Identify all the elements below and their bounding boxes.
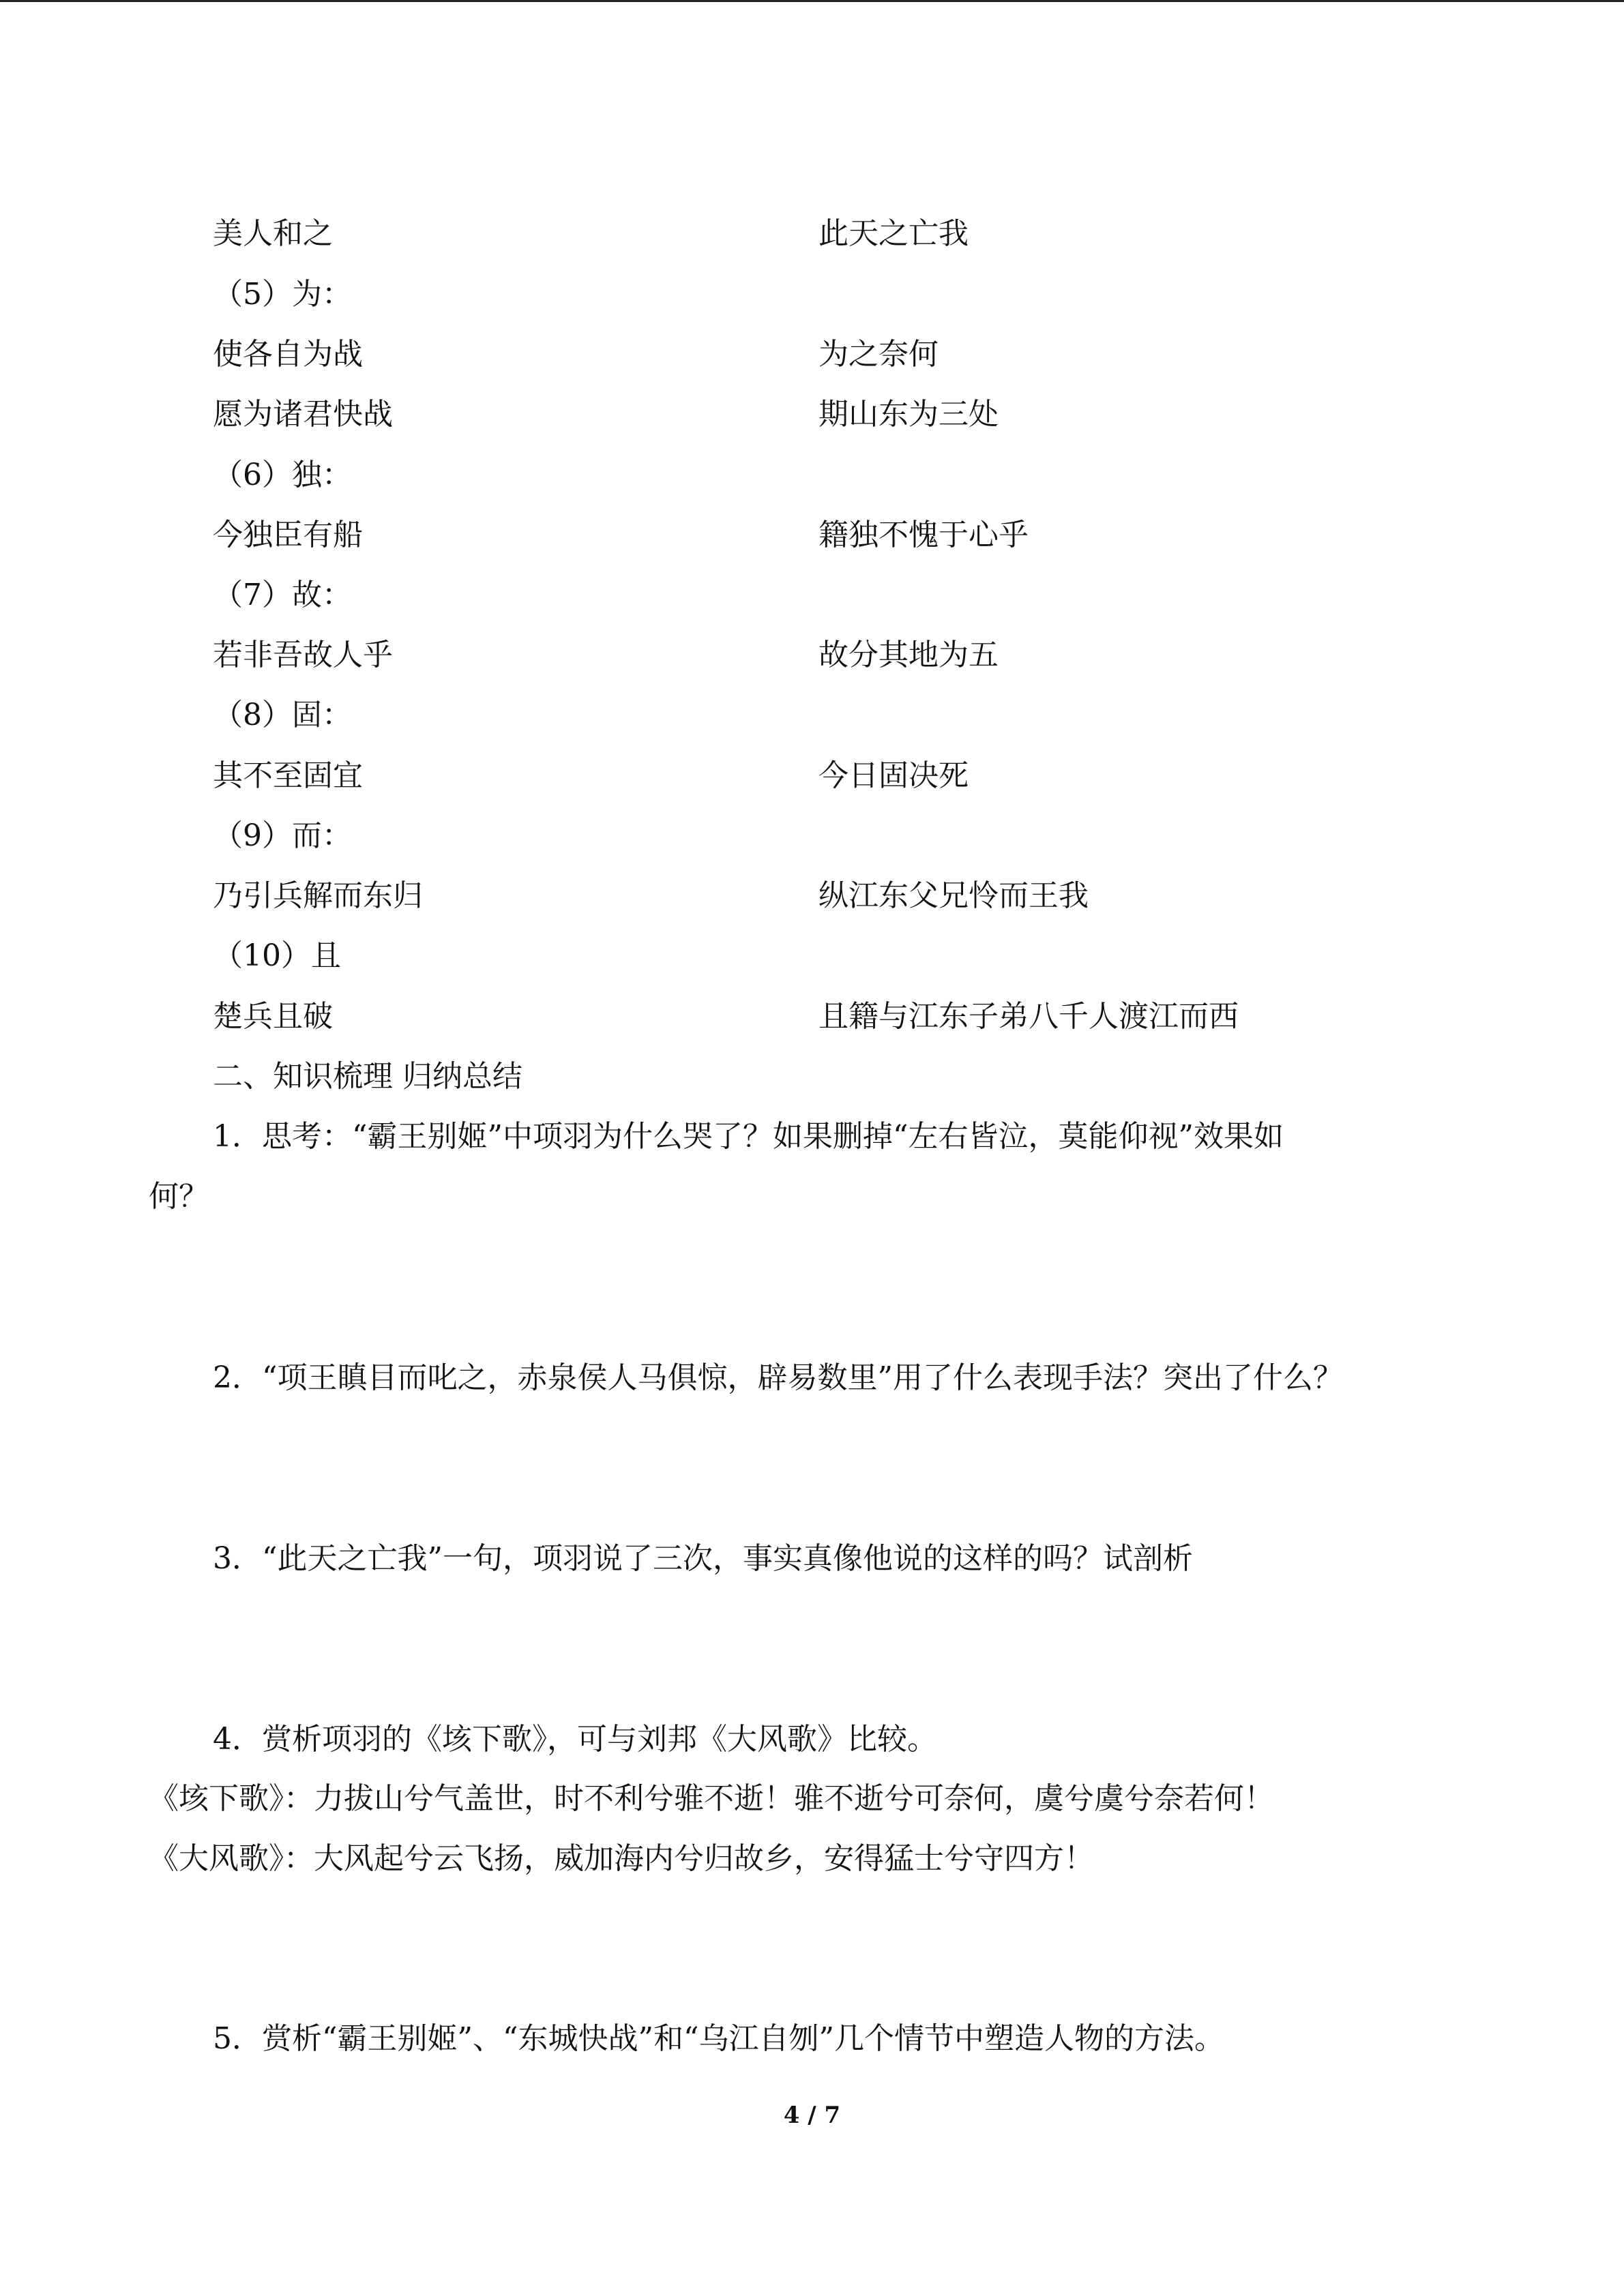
section-heading: 二、知识梳理 归纳总结 — [213, 1059, 522, 1094]
question-2: 2．“项王瞋目而叱之，赤泉侯人马俱惊，辟易数里”用了什么表现手法？突出了什么？ — [213, 1360, 1343, 1395]
vocab-right: 纵江东父兄怜而王我 — [818, 878, 1089, 913]
vocab-right: 此天之亡我 — [818, 216, 969, 251]
question-4: 4．赏析项羽的《垓下歌》，可与刘邦《大风歌》比较。 — [213, 1722, 937, 1757]
question-5: 5．赏析“霸王别姬”、“东城快战”和“乌江自刎”几个情节中塑造人物的方法。 — [213, 2021, 1224, 2056]
vocab-left: 若非吾故人乎 — [213, 638, 393, 672]
vocab-right: 且籍与江东子弟八千人渡江而西 — [818, 999, 1239, 1034]
vocab-right: 故分其地为五 — [818, 638, 999, 672]
vocab-left: 乃引兵解而东归 — [213, 878, 423, 913]
vocab-right: 期山东为三处 — [818, 397, 999, 432]
poem-dafeng: 《大风歌》：大风起兮云飞扬，威加海内兮归故乡，安得猛士兮守四方！ — [149, 1841, 1094, 1876]
vocab-left: 愿为诸君快战 — [213, 397, 393, 432]
vocab-item-label: （10）且 — [213, 938, 341, 973]
poem-gaixia: 《垓下歌》：力拔山兮气盖世，时不利兮骓不逝！骓不逝兮可奈何，虞兮虞兮奈若何！ — [149, 1781, 1274, 1816]
top-border — [0, 0, 1624, 2]
question-3: 3．“此天之亡我”一句，项羽说了三次，事实真像他说的这样的吗？试剖析 — [213, 1541, 1193, 1576]
vocab-item-label: （5）为： — [213, 277, 352, 312]
vocab-left: 使各自为战 — [213, 337, 363, 372]
vocab-left: 今独臣有船 — [213, 518, 363, 552]
vocab-left: 其不至固宜 — [213, 758, 363, 793]
vocab-item-label: （7）故： — [213, 578, 352, 612]
question-1: 1．思考：“霸王别姬”中项羽为什么哭了？如果删掉“左右皆泣，莫能仰视”效果如 — [213, 1119, 1284, 1154]
vocab-left: 楚兵且破 — [213, 999, 333, 1034]
question-1-continued: 何？ — [149, 1179, 209, 1214]
vocab-right: 籍独不愧于心乎 — [818, 518, 1029, 552]
vocab-item-label: （9）而： — [213, 818, 352, 853]
vocab-right: 今日固决死 — [818, 758, 969, 793]
vocab-item-label: （8）固： — [213, 698, 352, 732]
vocab-right: 为之奈何 — [818, 337, 939, 372]
vocab-item-label: （6）独： — [213, 458, 352, 492]
page-number: 4 / 7 — [783, 2102, 841, 2129]
vocab-left: 美人和之 — [213, 216, 333, 251]
